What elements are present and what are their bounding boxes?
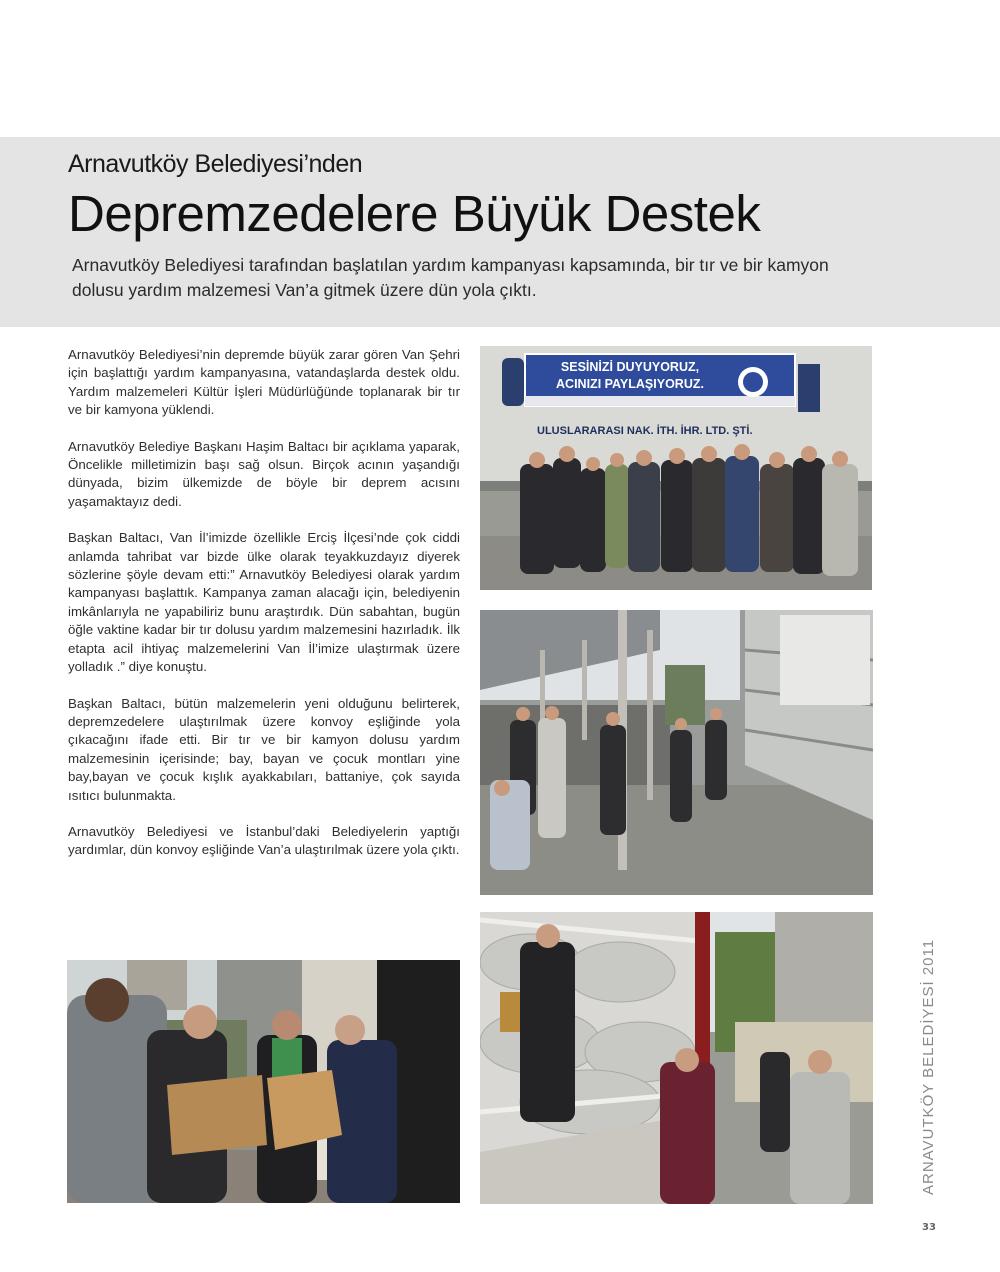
article-title: Depremzedelere Büyük Destek (68, 185, 761, 242)
page-number: 33 (922, 1222, 936, 1233)
article-lead: Arnavutköy Belediyesi tarafından başlatılan yardım kampanyası kapsamında, bir tır ve bir kamyon dolusu yardım malzemesi Van’a gitmek üzere dün yola çıktı. (72, 255, 829, 300)
article-paragraph: Başkan Baltacı, Van İl’imizde özellikle Erciş İlçesi’nde çok ciddi anlamda tahribat var bizde ülke olarak teyakkuzdayız diyerek sözlerine şöyle devam etti:” Arnavutköy Belediyesi olarak yardım kampanyası başlattık. Kampanya zaman alacağı için, belediyenin imkânlarıyla ne yapabiliriz bunu araştırdık. Dün sabahtan, bugün öğle vaktine kadar bir tır dolusu yardım malzemesini hazırladık. İlk etapta acil ihtiyaç malzemelerini Van İl’imize ulaştırmak üzere yolladık .” diye konuştu. (68, 530, 460, 675)
photo-group-truck (480, 346, 872, 590)
photo-loading-truck (480, 610, 873, 895)
photo-carrying-boxes (67, 960, 460, 1203)
article-paragraph: Arnavutköy Belediyesi ve İstanbul’daki Belediyelerin yaptığı yardımlar, dün konvoy eşliğinde Van’a ulaştırılmak üzere yola çıktı. (68, 823, 460, 858)
photo-bales-truck (480, 912, 873, 1204)
publication-side-label: ARNAVUTKÖY BELEDİYESİ 2011 (920, 938, 937, 1195)
article-paragraph: Arnavutköy Belediyesi’nin depremde büyük zarar gören Van Şehri için başlattığı yardım kampanyasına, vatandaşlarda destek oldu. Yardım malzemeleri Kültür İşleri Müdürlüğünde toplanarak bir tır ve bir kamyona yüklendi. (68, 347, 460, 418)
article-kicker: Arnavutköy Belediyesi’nden (68, 150, 363, 178)
article-body (68, 346, 460, 878)
banner-line-2: ACINIZI PAYLAŞIYORUZ. (556, 377, 704, 391)
article-paragraph: Arnavutköy Belediye Başkanı Haşim Baltacı bir açıklama yaparak, Öncelikle milletimizin başı sağ olsun. Birçok acının yaşandığı dünyada, bizim ülkemizde de böyle bir deprem acısını yaşamaktayız dedi. (68, 438, 460, 509)
article-paragraph: Başkan Baltacı, bütün malzemelerin yeni olduğunu belirterek, depremzedelere ulaştırılmak üzere konvoy eşliğinde yola çıkacağını ifade etti. Bir tır ve bir kamyon dolusu yardım malzemesinin içerisinde; bay, bayan ve çocuk montları yine bay,bayan ve çocuk kışlık ayakkabıları, battaniye, çok sayıda ısıtıcı bulunmakta. (68, 695, 460, 803)
truck-company-text: ULUSLARARASI NAK. İTH. İHR. LTD. ŞTİ. (537, 425, 753, 437)
banner-line-1: SESİNİZİ DUYUYORUZ, (560, 360, 700, 374)
